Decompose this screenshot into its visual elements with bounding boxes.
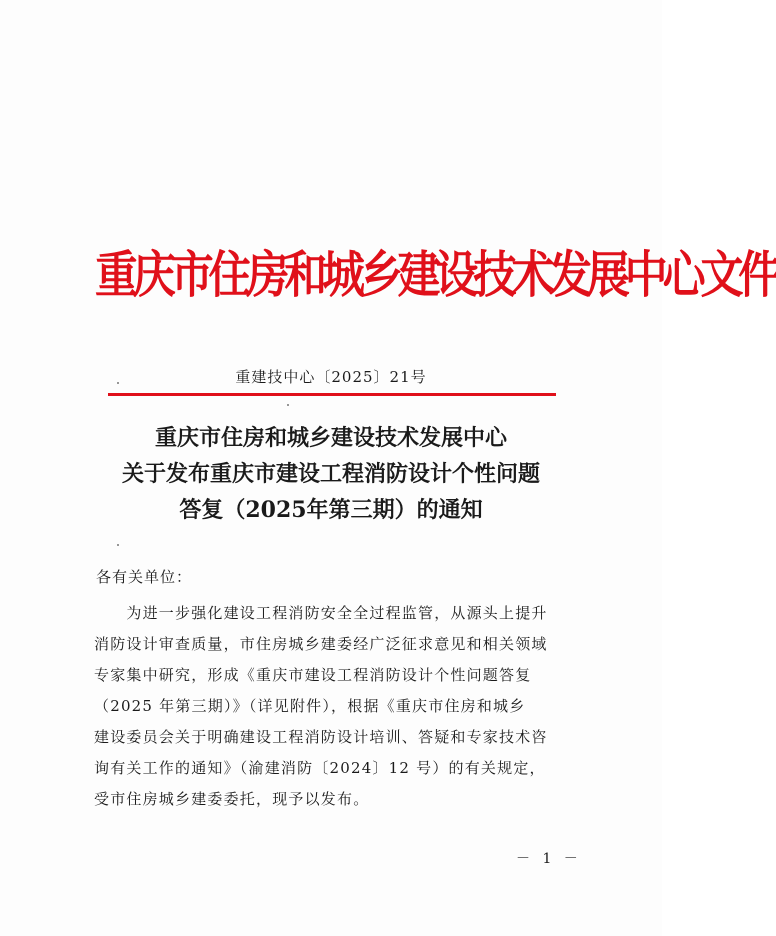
body-line: 询有关工作的通知》（渝建消防〔2024〕12 号）的有关规定， (94, 759, 546, 777)
body-line: （2025 年第三期）》（详见附件），根据《重庆市住房和城乡 (94, 697, 526, 715)
body-line: 消防设计审查质量，市住房城乡建委经广泛征求意见和相关领域 (94, 635, 548, 653)
body-line: 为进一步强化建设工程消防安全全过程监管，从源头上提升 (94, 604, 548, 622)
document-title (0, 420, 662, 528)
red-divider-line (108, 393, 556, 396)
title-line: 关于发布重庆市建设工程消防设计个性问题 (121, 461, 540, 487)
title-line: 答复（2025年第三期）的通知 (179, 497, 483, 523)
document-number: 重建技中心〔2025〕21号 (235, 368, 427, 386)
salutation: 各有关单位： (96, 568, 193, 586)
scan-speck (117, 544, 119, 546)
body-line: 建设委员会关于明确建设工程消防设计培训、答疑和专家技术咨 (94, 728, 548, 746)
document-masthead: 重庆市住房和城乡建设技术发展中心文件 (95, 246, 776, 304)
page-number: － 1 － (516, 851, 582, 867)
scan-speck (287, 404, 289, 406)
body-line: 专家集中研究，形成《重庆市建设工程消防设计个性问题答复 (94, 666, 532, 684)
title-line: 重庆市住房和城乡建设技术发展中心 (154, 425, 507, 451)
scan-speck (117, 382, 119, 384)
body-line: 受市住房城乡建委委托，现予以发布。 (94, 790, 370, 808)
body-paragraph (94, 598, 574, 815)
